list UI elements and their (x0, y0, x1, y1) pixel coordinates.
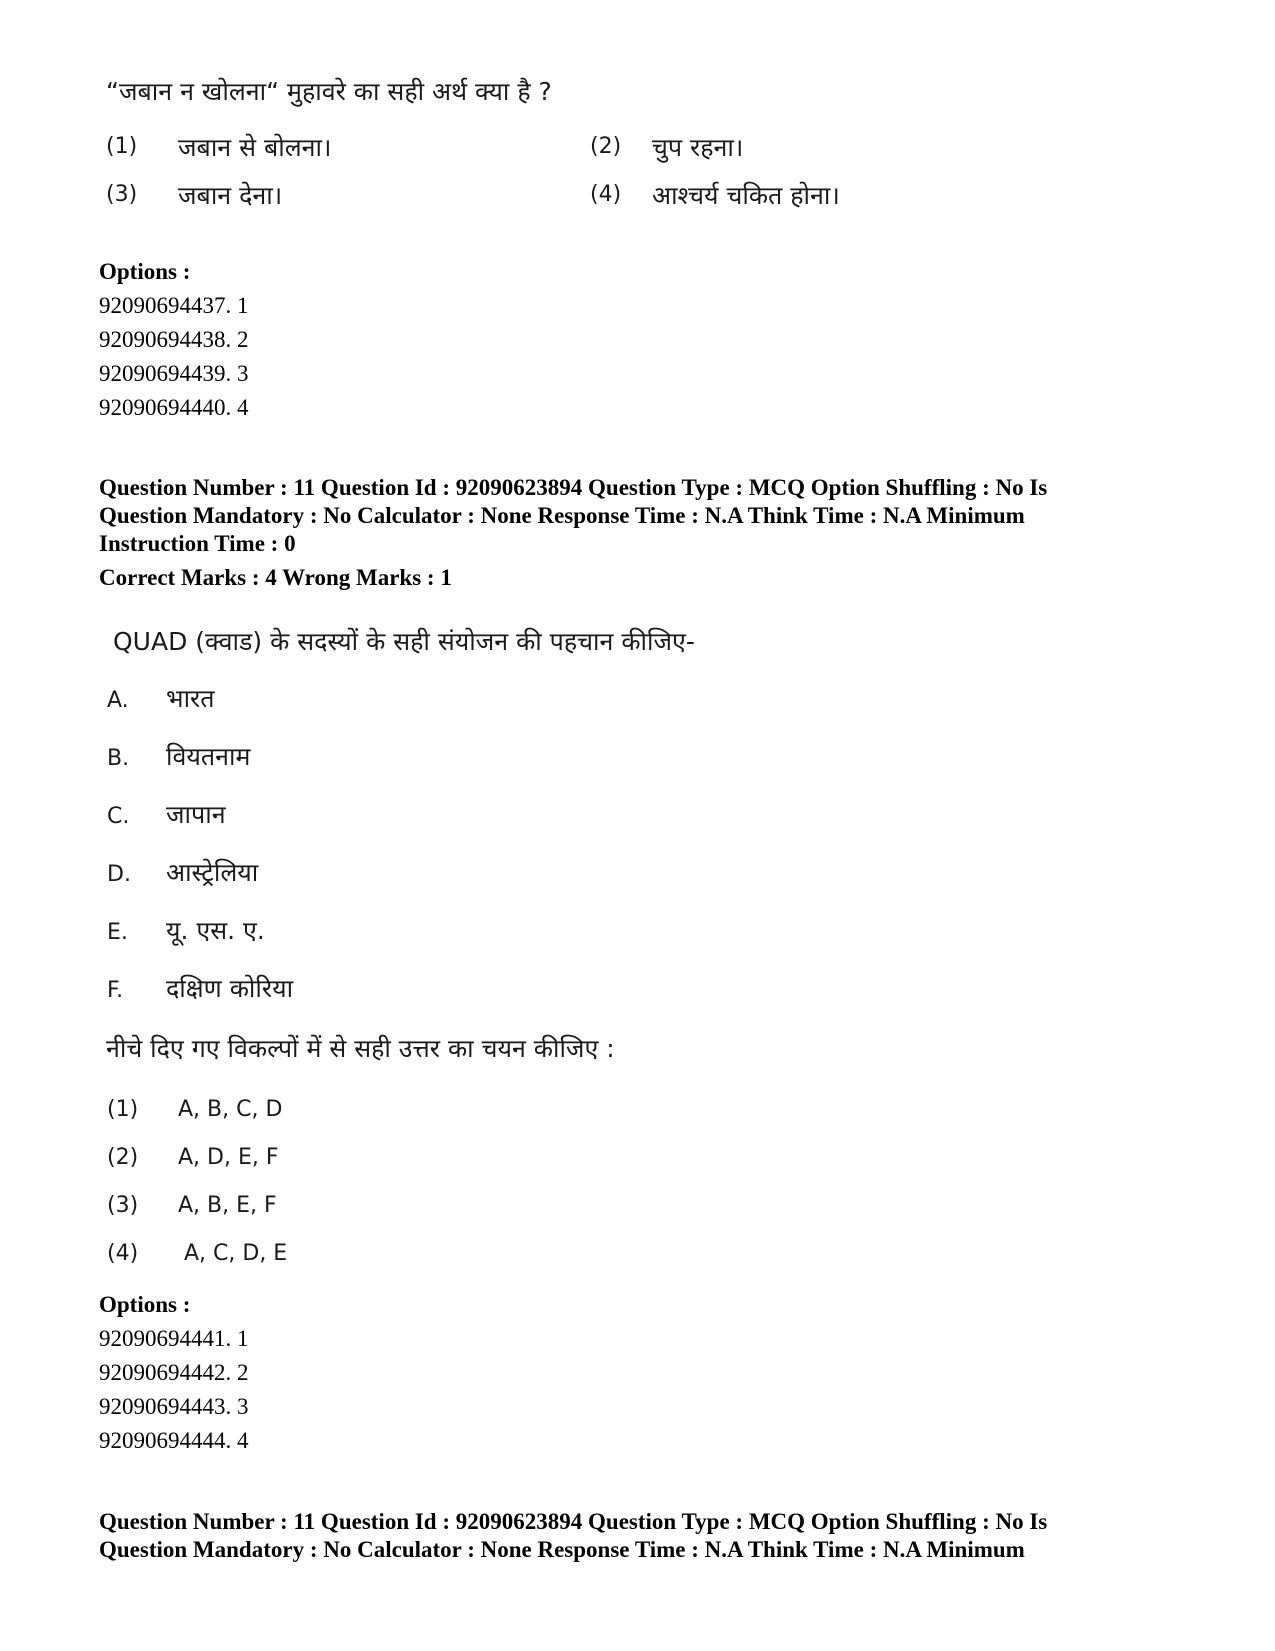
item-text: आस्ट्रेलिया (166, 858, 259, 887)
question-meta (99, 474, 1189, 558)
options-label: Options : (99, 1292, 191, 1317)
item-text: यू. एस. ए. (166, 916, 265, 945)
item-letter: C. (107, 804, 130, 829)
question-text: QUAD (क्वाड) के सदस्यों के सही संयोजन की पहचान कीजिए- (113, 627, 695, 656)
item-text: वियतनाम (166, 742, 251, 771)
choice-number: (2) (107, 1145, 139, 1170)
choice-text: A, D, E, F (178, 1145, 279, 1170)
option-id: 92090694442. 2 (99, 1360, 249, 1385)
option-id: 92090694437. 1 (99, 293, 249, 318)
choice-text: आश्चर्य चकित होना। (652, 181, 840, 210)
choice-text: A, C, D, E (184, 1241, 288, 1266)
item-letter: E. (107, 920, 128, 945)
meta-line: Question Mandatory : No Calculator : None Response Time : N.A Think Time : N.A Minimum (99, 503, 1025, 528)
option-id: 92090694440. 4 (99, 395, 249, 420)
item-letter: A. (107, 688, 129, 713)
item-letter: F. (107, 978, 124, 1003)
choice-number: (4) (590, 182, 622, 207)
options-label: Options : (99, 259, 191, 284)
marks-line: Correct Marks : 4 Wrong Marks : 1 (99, 565, 452, 590)
meta-line: Instruction Time : 0 (99, 531, 296, 556)
option-id: 92090694444. 4 (99, 1428, 249, 1453)
choice-text: जबान से बोलना। (178, 133, 332, 162)
option-id: 92090694443. 3 (99, 1394, 249, 1419)
item-text: भारत (166, 684, 215, 713)
choice-number: (2) (590, 134, 622, 159)
option-id: 92090694438. 2 (99, 327, 249, 352)
choice-number: (3) (106, 182, 138, 207)
choice-text: A, B, C, D (178, 1097, 283, 1122)
item-letter: B. (107, 746, 130, 771)
instruction-text: नीचे दिए गए विकल्पों में से सही उत्तर का चयन कीजिए : (106, 1034, 615, 1063)
option-id: 92090694441. 1 (99, 1326, 249, 1351)
choice-text: जबान देना। (178, 181, 283, 210)
item-text: जापान (166, 800, 226, 829)
choice-number: (4) (107, 1241, 139, 1266)
question-text: “जबान न खोलना“ मुहावरे का सही अर्थ क्या है ? (106, 77, 552, 106)
meta-line: Question Number : 11 Question Id : 92090623894 Question Type : MCQ Option Shuffling : No Is (99, 475, 1048, 500)
choice-text: चुप रहना। (652, 133, 744, 162)
choice-number: (3) (107, 1193, 139, 1218)
item-text: दक्षिण कोरिया (166, 974, 294, 1003)
choice-text: A, B, E, F (178, 1193, 277, 1218)
choice-number: (1) (106, 134, 138, 159)
option-id: 92090694439. 3 (99, 361, 249, 386)
meta-line: Question Number : 11 Question Id : 92090623894 Question Type : MCQ Option Shuffling : No Is (99, 1509, 1048, 1534)
choice-number: (1) (107, 1097, 139, 1122)
item-letter: D. (107, 862, 131, 887)
question-meta (99, 1508, 1189, 1564)
meta-line: Question Mandatory : No Calculator : None Response Time : N.A Think Time : N.A Minimum (99, 1537, 1025, 1562)
